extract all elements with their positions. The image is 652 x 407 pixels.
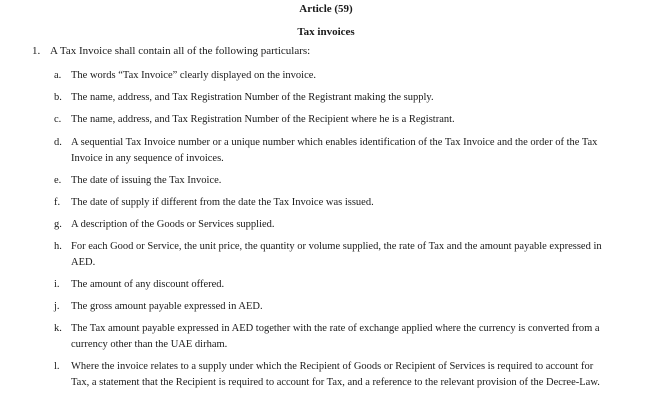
list-item-text: The name, address, and Tax Registration Number of the Recipient where he is a Registrant. bbox=[71, 114, 455, 125]
paragraph-number: 1. bbox=[32, 45, 41, 57]
list-item-text: The gross amount payable expressed in AED. bbox=[71, 301, 263, 312]
list-item-letter: l. bbox=[54, 361, 60, 372]
list-item-text: For each Good or Service, the unit price, the quantity or volume supplied, the rate of Tax and the amount payable expressed in AED. bbox=[71, 241, 602, 268]
list-item-text: Where the invoice relates to a supply under which the Recipient of Goods or Recipient of Services is required to account for Tax, a statement that the Recipient is required to account for Tax, and a reference to the relevant provision of the Decree-Law. bbox=[71, 361, 600, 388]
paragraph-1 bbox=[32, 45, 310, 58]
list-item-letter: d. bbox=[54, 137, 62, 148]
paragraph-text: A Tax Invoice shall contain all of the following particulars: bbox=[50, 45, 311, 57]
article-number: Article (59) bbox=[299, 3, 353, 15]
article-title: Tax invoices bbox=[297, 26, 355, 38]
list-item-text: The amount of any discount offered. bbox=[71, 279, 225, 290]
list-item-text: The date of issuing the Tax Invoice. bbox=[71, 175, 222, 186]
list-item-letter: a. bbox=[54, 70, 62, 81]
list-item-letter: c. bbox=[54, 114, 62, 125]
list-item-text: The date of supply if different from the date the Tax Invoice was issued. bbox=[71, 197, 374, 208]
list-item-letter: g. bbox=[54, 219, 62, 230]
list-item-text: The words “Tax Invoice” clearly displayed on the invoice. bbox=[71, 70, 317, 81]
list-item-letter: j. bbox=[54, 301, 60, 312]
list-item-text: A description of the Goods or Services supplied. bbox=[71, 219, 275, 230]
list-item-letter: k. bbox=[54, 323, 62, 334]
list-item-text: The Tax amount payable expressed in AED together with the rate of exchange applied where the currency is converted from a currency other than the UAE dirham. bbox=[71, 323, 600, 350]
list-item-letter: b. bbox=[54, 92, 62, 103]
list-item-text: The name, address, and Tax Registration Number of the Registrant making the supply. bbox=[71, 92, 434, 103]
list-item-text: A sequential Tax Invoice number or a unique number which enables identification of the Tax Invoice and the order of the Tax Invoice in any sequence of invoices. bbox=[71, 137, 598, 164]
list-item-letter: h. bbox=[54, 241, 62, 252]
list-item-letter: e. bbox=[54, 175, 62, 186]
list-item-letter: f. bbox=[54, 197, 61, 208]
list-item-letter: i. bbox=[54, 279, 60, 290]
